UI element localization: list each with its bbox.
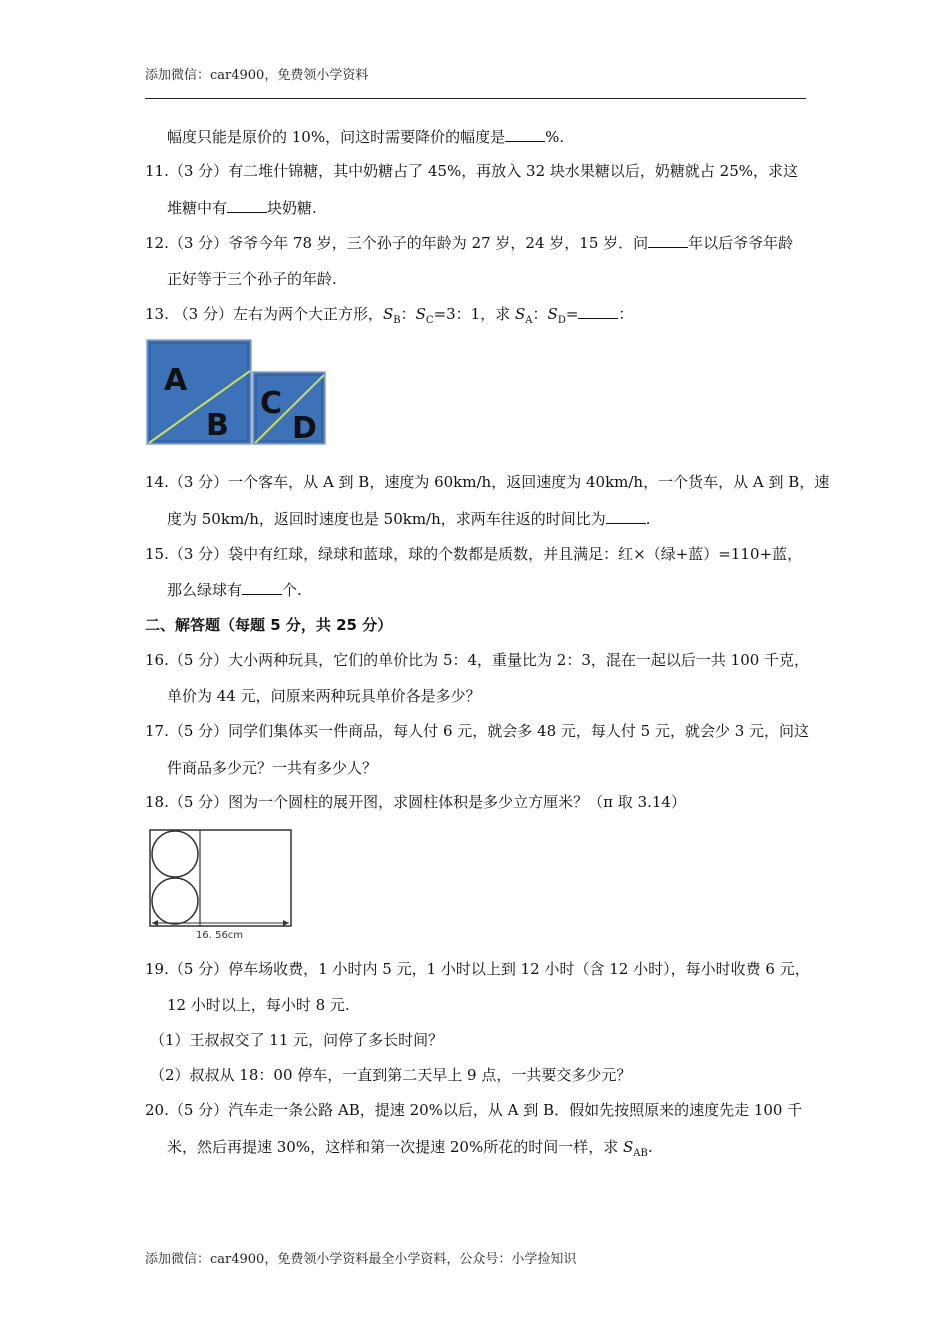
- q15-cont: 那么绿球有: [167, 581, 243, 599]
- q14-tail: .: [645, 510, 651, 528]
- cylinder-net-figure: [146, 826, 296, 942]
- q18-number: 18.: [145, 793, 169, 811]
- q20-cont: 米，然后再提速 30%，这样和第一次提速 20%所花的时间一样，求: [167, 1138, 623, 1156]
- q13-number: 13.: [145, 305, 169, 323]
- q14-cont: 度为 50km/h，返回时速度也是 50km/h，求两车往返的时间比为: [167, 510, 606, 528]
- top-circle: [152, 831, 198, 877]
- q11-blank: [227, 198, 267, 213]
- q14-text: （3 分）一个客车，从 A 到 B，速度为 60km/h，返回速度为 40km/h，一个货车，从 A 到 B，速: [168, 473, 830, 491]
- q13-colon2: ：: [532, 305, 548, 323]
- q19-text: （5 分）停车场收费，1 小时内 5 元，1 小时以上到 12 小时（含 12 小时），每小时收费 6 元，: [168, 960, 810, 978]
- q14-blank: [606, 509, 646, 524]
- q20-text: （5 分）汽车走一条公路 AB，提速 20%以后，从 A 到 B．假如先按照原来的速度先走 100 千: [168, 1101, 803, 1119]
- q13-tail: ：: [618, 305, 634, 323]
- q13-sa-sub: A: [525, 315, 533, 326]
- header-divider: [145, 98, 806, 99]
- q13-sb-sub: B: [393, 315, 401, 326]
- label-c: C: [260, 386, 283, 421]
- q13-sd-sub: D: [557, 315, 566, 326]
- label-a: A: [164, 363, 188, 398]
- q19-sub1: （1）王叔叔交了 11 元，问停了多长时间？: [150, 1031, 444, 1049]
- q13-sa: S: [515, 305, 526, 323]
- q11-line2: [167, 198, 317, 218]
- q13-sb: S: [382, 305, 394, 323]
- page-header: 添加微信：car4900，免费领小学资料: [145, 68, 369, 83]
- q18-text: （5 分）图为一个圆柱的展开图，求圆柱体积是多少立方厘米？（π 取 3.14）: [168, 793, 686, 811]
- arrow-right-icon: [283, 920, 289, 926]
- q13-ratio: =3：1，求: [433, 305, 515, 323]
- q20-s: S: [623, 1138, 634, 1156]
- label-d: D: [292, 411, 317, 446]
- q16-line1: [145, 650, 809, 670]
- q13-sc: S: [415, 305, 426, 323]
- q19-line2: 12 小时以上，每小时 8 元.: [167, 996, 350, 1014]
- q14-line2: [167, 509, 651, 529]
- q12-tail: 年以后爷爷年龄: [688, 234, 794, 252]
- q12-text: （3 分）爷爷今年 78 岁，三个孙子的年龄为 27 岁，24 岁，15 岁．问: [168, 234, 649, 252]
- q20-line2: [167, 1137, 653, 1164]
- q20-s-sub: AB: [633, 1148, 648, 1159]
- q11-text: （3 分）有二堆什锦糖，其中奶糖占了 45%，再放入 32 块水果糖以后，奶糖就占 25%，求这: [168, 162, 799, 180]
- page-footer: 添加微信：car4900，免费领小学资料最全小学资料，公众号：小学捡知识: [145, 1252, 577, 1267]
- q10-continuation: [167, 127, 564, 147]
- q11-tail: 块奶糖.: [267, 199, 317, 217]
- q13-blank: [578, 304, 618, 319]
- q13-sc-sub: C: [425, 315, 434, 326]
- section-title: 二、解答题（每题 5 分，共 25 分）: [145, 616, 393, 634]
- label-b: B: [206, 408, 229, 443]
- q20-line1: [145, 1100, 802, 1120]
- q19-line1: [145, 959, 810, 979]
- q17-line2: 件商品多少元？一共有多少人？: [167, 759, 378, 777]
- q19-sub2: （2）叔叔从 18：00 停车，一直到第二天早上 9 点，一共要交多少元？: [150, 1066, 632, 1084]
- bottom-circle: [152, 878, 198, 924]
- q18-line1: [145, 792, 686, 812]
- q19-number: 19.: [145, 960, 169, 978]
- q16-text: （5 分）大小两种玩具，它们的单价比为 5：4，重量比为 2：3，混在一起以后一共 100 千克，: [168, 651, 810, 669]
- q12-line2: 正好等于三个孙子的年龄.: [167, 270, 337, 288]
- q14-number: 14.: [145, 473, 169, 491]
- q15-line2: [167, 580, 302, 600]
- q17-text: （5 分）同学们集体买一件商品，每人付 6 元，就会多 48 元，每人付 5 元，就会少 3 元，问这: [168, 722, 810, 740]
- q11-cont: 堆糖中有: [167, 199, 228, 217]
- q11-line1: [145, 161, 798, 181]
- q13-sd: S: [547, 305, 558, 323]
- q12-line1: [145, 233, 793, 253]
- q10-text: 幅度只能是原价的 10%，问这时需要降价的幅度是: [167, 128, 506, 146]
- q15-number: 15.: [145, 545, 169, 563]
- q13-colon1: ：: [400, 305, 416, 323]
- q16-number: 16.: [145, 651, 169, 669]
- q13-eq: =: [565, 305, 579, 323]
- q12-number: 12.: [145, 234, 169, 252]
- q11-number: 11.: [145, 162, 169, 180]
- q16-line2: 单价为 44 元，问原来两种玩具单价各是多少？: [167, 687, 481, 705]
- squares-figure: [146, 339, 326, 447]
- q15-line1: [145, 544, 802, 564]
- arrow-left-icon: [152, 920, 158, 926]
- dimension-label: 16. 56cm: [196, 930, 244, 941]
- q20-number: 20.: [145, 1101, 169, 1119]
- q13-line1: [145, 304, 633, 331]
- q15-text: （3 分）袋中有红球，绿球和蓝球，球的个数都是质数，并且满足：红×（绿+蓝）=110+蓝，: [168, 545, 803, 563]
- q15-tail: 个.: [282, 581, 302, 599]
- q17-line1: [145, 721, 809, 741]
- big-square: [147, 340, 251, 444]
- q10-blank: [505, 127, 545, 142]
- q13-pre: （3 分）左右为两个大正方形，: [173, 305, 383, 323]
- q15-blank: [242, 580, 282, 595]
- q17-number: 17.: [145, 722, 169, 740]
- q20-tail: .: [647, 1138, 653, 1156]
- q14-line1: [145, 472, 829, 492]
- q12-blank: [648, 233, 688, 248]
- q10-tail: %.: [545, 128, 565, 146]
